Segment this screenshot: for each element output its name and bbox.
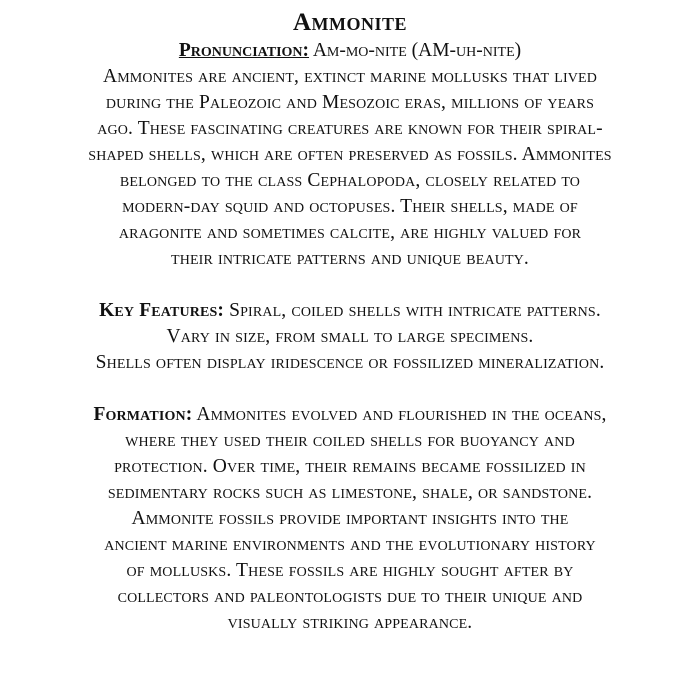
page-title: Ammonite [292, 9, 408, 36]
pronunciation-text: Am-mo-nite (AM-uh-nite) [309, 40, 522, 61]
pronunciation-line [2, 38, 698, 64]
intro-paragraph [2, 64, 698, 272]
formation-line: ancient marine environments and the evolutionary history [104, 534, 596, 555]
intro-line: shaped shells, which are often preserved as fossils. Ammonites [88, 144, 612, 165]
intro-line: aragonite and sometimes calcite, are highly valued for [118, 222, 582, 243]
formation-line: visually striking appearance. [227, 612, 473, 633]
formation-line: sedimentary rocks such as limestone, shale, or sandstone. [107, 482, 593, 503]
formation-label: Formation: [93, 404, 193, 425]
key-features-line: Shells often display iridescence or fossilized mineralization. [95, 352, 605, 373]
pronunciation-label: Pronunciation: [178, 40, 310, 61]
intro-line: their intricate patterns and unique beauty. [171, 248, 529, 269]
paragraph-spacer [2, 272, 698, 298]
formation-line: collectors and paleontologists due to their unique and [117, 586, 583, 607]
intro-line: modern-day squid and octopuses. Their shells, made of [122, 196, 578, 217]
key-features-label: Key Features: [99, 300, 225, 321]
intro-line: during the Paleozoic and Mesozoic eras, millions of years [105, 92, 595, 113]
intro-line: Ammonites are ancient, extinct marine mollusks that lived [102, 66, 598, 87]
formation-section [2, 402, 698, 636]
key-features-first-line [2, 298, 698, 324]
key-features-text: Spiral, coiled shells with intricate patterns. [224, 300, 601, 321]
formation-line: Ammonite fossils provide important insights into the [131, 508, 569, 529]
intro-line: belonged to the class Cephalopoda, closely related to [119, 170, 581, 191]
key-features-line: Vary in size, from small to large specimens. [166, 326, 534, 347]
formation-line: protection. Over time, their remains became fossilized in [114, 456, 586, 477]
formation-line: where they used their coiled shells for buoyancy and [125, 430, 575, 451]
intro-line: ago. These fascinating creatures are known for their spiral- [97, 118, 603, 139]
key-features-section [2, 298, 698, 376]
formation-first-line [2, 402, 698, 428]
formation-line: of mollusks. These fossils are highly sought after by [126, 560, 574, 581]
paragraph-spacer [2, 376, 698, 402]
formation-text: Ammonites evolved and flourished in the oceans, [192, 404, 607, 425]
